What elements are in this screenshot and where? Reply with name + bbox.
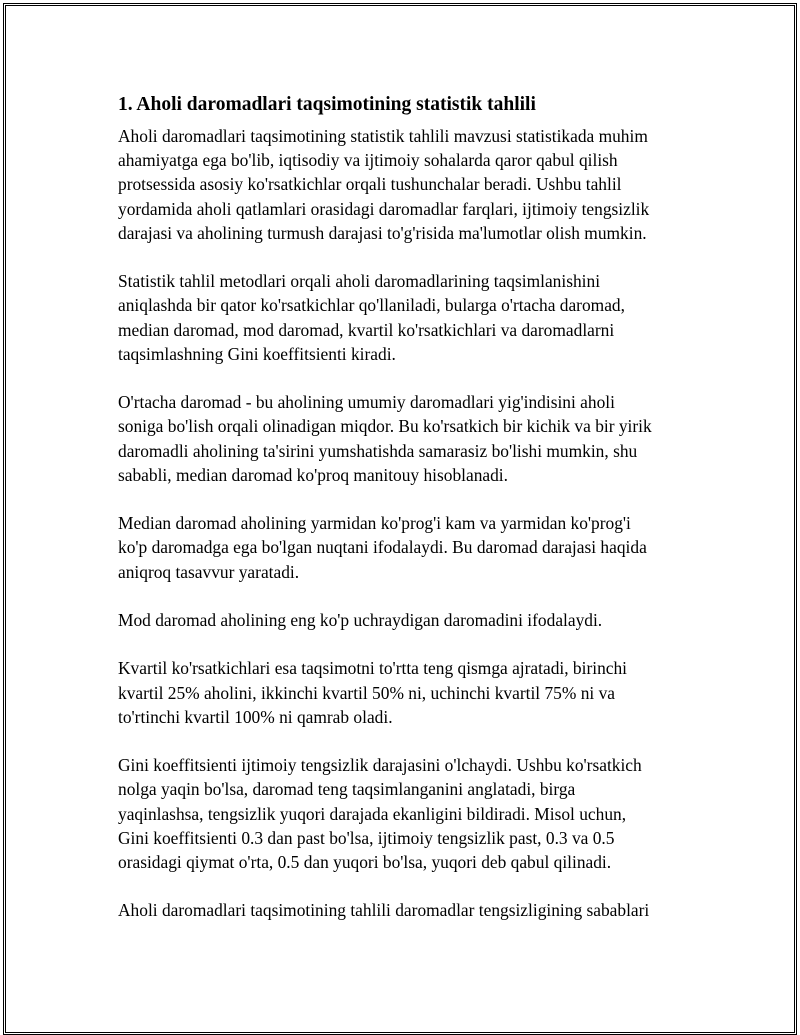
paragraph-conclusion-start: Aholi daromadlari taqsimotining tahlili daromadlar tengsizligining sabablari [118,900,650,921]
paragraph-gini: Gini koeffitsienti ijtimoiy tengsizlik darajasini o'lchaydi. Ushbu ko'rsatkich nolga yaqin bo'lsa, daromad teng taqsimlanganini anglatadi, birga yaqinlashsa, tengsizlik yuqori darajada ekanligini bildiradi. Misol uchun, Gini koeffitsienti 0.3 dan past bo'lsa, ijtimoiy tengsizlik past, 0.3 va 0.5 orasidagi qiymat o'rta, 0.5 dan yuqori bo'lsa, yuqori deb qabul qilinadi. [118,755,642,872]
paragraph-mean-income: O'rtacha daromad - bu aholining umumiy daromadlari yig'indisini aholi soniga bo'lish orqali olinadigan miqdor. Bu ko'rsatkich bir kichik va bir yirik daromadli aholining ta'sirini yumshatishda samarasiz bo'lishi mumkin, shu sababli, median daromad ko'proq manitouy hisoblanadi. [118,392,652,485]
paragraph-methods: Statistik tahlil metodlari orqali aholi daromadlarining taqsimlanishini aniqlashda bir qator ko'rsatkichlar qo'llaniladi, bularga o'rtacha daromad, median daromad, mod daromad, kvartil ko'rsatkichlari va daromadlarni taqsimlashning Gini koeffitsienti kiradi. [118,271,625,364]
section-heading: 1. Aholi daromadlari taqsimotining statistik tahlili [118,94,536,115]
paragraph-intro: Aholi daromadlari taqsimotining statistik tahlili mavzusi statistikada muhim ahamiyatga ega bo'lib, iqtisodiy va ijtimoiy sohalarda qaror qabul qilish protsessida asosiy ko'rsatkichlar orqali tushunchalar beradi. Ushbu tahlil yordamida aholi qatlamlari orasidagi daromadlar farqlari, ijtimoiy tengsizlik darajasi va aholining turmush darajasi to'g'risida ma'lumotlar olish mumkin. [118,126,650,243]
paragraph-mode-income: Mod daromad aholining eng ko'p uchraydigan daromadini ifodalaydi. [118,610,603,630]
paragraph-quartiles: Kvartil ko'rsatkichlari esa taqsimotni to'rtta teng qismga ajratadi, birinchi kvartil 25% aholini, ikkinchi kvartil 50% ni, uchinchi kvartil 75% ni va to'rtinchi kvartil 100% ni qamrab oladi. [118,658,628,727]
paragraph-median-income: Median daromad aholining yarmidan ko'prog'i kam va yarmidan ko'prog'i ko'p daromadga ega bo'lgan nuqtani ifodalaydi. Bu daromad darajasi haqida aniqroq tasavvur yaratadi. [118,513,647,582]
document-body [118,92,698,947]
